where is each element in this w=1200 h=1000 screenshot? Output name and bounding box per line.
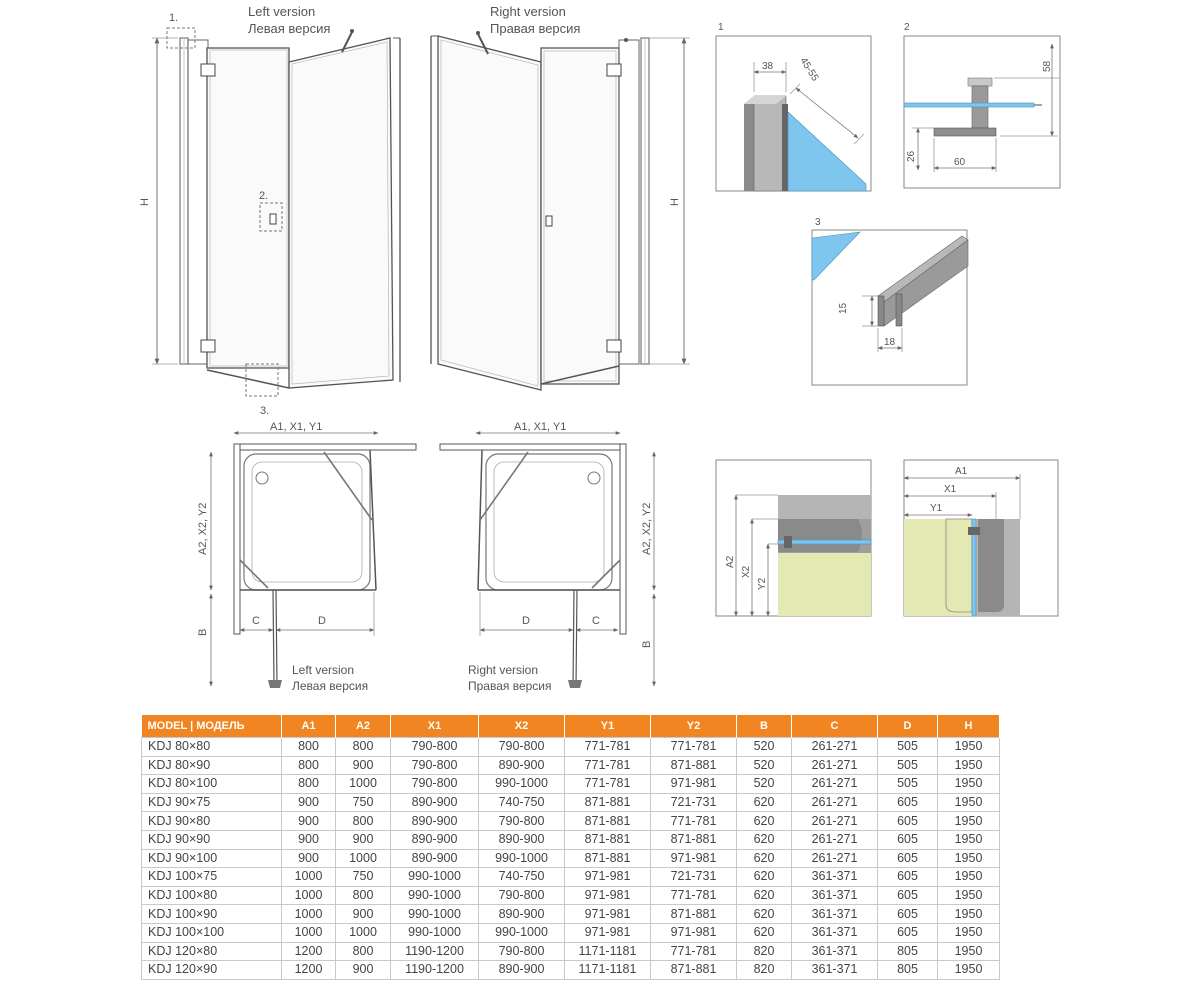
table-cell: 1000 (336, 849, 391, 868)
model-cell: KDJ 90×90 (142, 830, 282, 849)
table-cell: 620 (737, 830, 792, 849)
table-cell: 890-900 (391, 849, 479, 868)
detail-3-dim-b: 18 (884, 337, 896, 348)
table-row (142, 793, 1000, 812)
model-cell: KDJ 100×80 (142, 886, 282, 905)
table-cell: 790-800 (479, 886, 565, 905)
table-cell: 1950 (938, 812, 1000, 831)
table-cell: 871-881 (565, 830, 651, 849)
table-cell: 971-981 (565, 905, 651, 924)
table-cell: 605 (878, 812, 938, 831)
section-b-y1: Y1 (930, 503, 943, 514)
table-cell: 1200 (282, 942, 336, 961)
section-b (904, 460, 1058, 616)
table-cell: 890-900 (479, 756, 565, 775)
table-cell: 890-900 (391, 793, 479, 812)
table-row (142, 868, 1000, 887)
table-cell: 1000 (336, 775, 391, 794)
table-cell: 871-881 (565, 793, 651, 812)
model-cell: KDJ 100×75 (142, 868, 282, 887)
table-row (142, 886, 1000, 905)
right-plan-label-b: B (641, 640, 653, 648)
model-cell: KDJ 120×90 (142, 961, 282, 980)
table-cell: 890-900 (391, 830, 479, 849)
detail-2-dim-a: 58 (1042, 60, 1053, 72)
table-cell: 1200 (282, 961, 336, 980)
table-cell: 971-981 (565, 923, 651, 942)
right-plan-label-d: D (522, 615, 530, 627)
table-cell: 800 (336, 738, 391, 757)
table-header-cell: A2 (336, 715, 391, 738)
spec-table (141, 715, 1000, 980)
left-elevation (139, 4, 400, 417)
table-row (142, 775, 1000, 794)
table-cell: 900 (282, 793, 336, 812)
model-cell: KDJ 100×90 (142, 905, 282, 924)
table-cell: 971-981 (565, 886, 651, 905)
table-cell: 790-800 (479, 942, 565, 961)
model-cell: KDJ 90×75 (142, 793, 282, 812)
table-cell: 790-800 (391, 775, 479, 794)
table-cell: 1950 (938, 793, 1000, 812)
left-plan-version-en: Left version (292, 663, 355, 677)
table-cell: 1950 (938, 905, 1000, 924)
detail-2 (904, 22, 1060, 188)
table-header-cell: X1 (391, 715, 479, 738)
table-cell: 900 (336, 961, 391, 980)
table-header-cell: A1 (282, 715, 336, 738)
table-cell: 620 (737, 793, 792, 812)
table-cell: 520 (737, 756, 792, 775)
table-cell: 900 (282, 830, 336, 849)
marker-1: 1. (169, 12, 179, 24)
table-header-cell: D (878, 715, 938, 738)
marker-3: 3. (260, 405, 270, 417)
table-cell: 971-981 (651, 849, 737, 868)
table-cell: 890-900 (391, 812, 479, 831)
table-cell: 971-981 (651, 923, 737, 942)
detail-1 (716, 22, 871, 191)
detail-1-dim-b: 45-55 (797, 55, 821, 84)
table-cell: 1000 (336, 923, 391, 942)
model-cell: KDJ 80×100 (142, 775, 282, 794)
table-cell: 790-800 (391, 738, 479, 757)
table-cell: 790-800 (479, 812, 565, 831)
table-cell: 520 (737, 738, 792, 757)
table-cell: 261-271 (792, 812, 878, 831)
detail-3-number: 3 (815, 217, 821, 228)
left-version-ru: Левая версия (248, 21, 331, 36)
table-header-cell: H (938, 715, 1000, 738)
table-cell: 1950 (938, 868, 1000, 887)
right-plan-top-dim: A1, X1, Y1 (514, 421, 567, 433)
table-cell: 1950 (938, 961, 1000, 980)
right-plan-label-c: C (592, 615, 600, 627)
table-cell: 361-371 (792, 942, 878, 961)
left-plan-label-d: D (318, 615, 326, 627)
table-row (142, 905, 1000, 924)
table-cell: 800 (282, 756, 336, 775)
table-cell: 261-271 (792, 793, 878, 812)
table-cell: 1950 (938, 849, 1000, 868)
table-cell: 261-271 (792, 738, 878, 757)
left-plan-label-c: C (252, 615, 260, 627)
table-cell: 1950 (938, 942, 1000, 961)
table-cell: 990-1000 (391, 905, 479, 924)
table-cell: 1000 (282, 905, 336, 924)
left-version-en: Left version (248, 4, 316, 19)
table-cell: 990-1000 (391, 868, 479, 887)
table-cell: 971-981 (651, 775, 737, 794)
table-cell: 1171-1181 (565, 961, 651, 980)
table-cell: 361-371 (792, 905, 878, 924)
left-plan-side-dim: A2, X2, Y2 (197, 502, 209, 555)
table-cell: 361-371 (792, 868, 878, 887)
right-version-en: Right version (490, 4, 566, 19)
table-cell: 790-800 (479, 738, 565, 757)
left-plan-version-ru: Левая версия (292, 679, 369, 693)
left-plan-top-dim: A1, X1, Y1 (270, 421, 323, 433)
table-cell: 871-881 (651, 830, 737, 849)
table-cell: 721-731 (651, 793, 737, 812)
table-cell: 1171-1181 (565, 942, 651, 961)
table-cell: 505 (878, 756, 938, 775)
table-row (142, 849, 1000, 868)
section-b-a1: A1 (955, 466, 968, 477)
table-cell: 740-750 (479, 868, 565, 887)
table-cell: 1000 (282, 923, 336, 942)
table-cell: 721-731 (651, 868, 737, 887)
model-cell: KDJ 90×100 (142, 849, 282, 868)
right-elevation (431, 4, 690, 390)
table-cell: 1190-1200 (391, 961, 479, 980)
table-cell: 900 (336, 905, 391, 924)
height-label-right: H (669, 198, 681, 206)
table-cell: 800 (336, 886, 391, 905)
detail-2-number: 2 (904, 22, 910, 33)
table-cell: 740-750 (479, 793, 565, 812)
table-cell: 605 (878, 830, 938, 849)
table-cell: 900 (282, 812, 336, 831)
table-cell: 1950 (938, 923, 1000, 942)
table-cell: 605 (878, 886, 938, 905)
table-header-row (142, 715, 1000, 738)
table-cell: 871-881 (651, 905, 737, 924)
table-row (142, 942, 1000, 961)
table-cell: 990-1000 (391, 923, 479, 942)
table-cell: 805 (878, 961, 938, 980)
right-plan-view (440, 421, 654, 693)
table-cell: 771-781 (565, 738, 651, 757)
table-cell: 771-781 (651, 942, 737, 961)
table-cell: 871-881 (565, 812, 651, 831)
table-cell: 620 (737, 849, 792, 868)
table-cell: 750 (336, 868, 391, 887)
table-cell: 800 (336, 942, 391, 961)
table-cell: 520 (737, 775, 792, 794)
detail-3-dim-a: 15 (838, 302, 849, 314)
table-cell: 1190-1200 (391, 942, 479, 961)
section-a-y2: Y2 (757, 577, 768, 590)
section-a (716, 460, 871, 616)
table-cell: 1000 (282, 868, 336, 887)
right-plan-version-en: Right version (468, 663, 539, 677)
section-b-x1: X1 (944, 484, 957, 495)
table-row (142, 812, 1000, 831)
table-header-cell: Y1 (565, 715, 651, 738)
left-plan-view (197, 421, 416, 693)
table-cell: 620 (737, 812, 792, 831)
table-cell: 605 (878, 923, 938, 942)
table-cell: 890-900 (479, 905, 565, 924)
table-cell: 890-900 (479, 830, 565, 849)
model-cell: KDJ 80×90 (142, 756, 282, 775)
table-cell: 261-271 (792, 849, 878, 868)
table-cell: 361-371 (792, 961, 878, 980)
table-cell: 900 (282, 849, 336, 868)
table-cell: 1000 (282, 886, 336, 905)
table-row (142, 738, 1000, 757)
table-cell: 620 (737, 905, 792, 924)
left-plan-label-b: B (197, 628, 209, 636)
marker-2: 2. (259, 190, 269, 202)
table-cell: 1950 (938, 830, 1000, 849)
table-cell: 820 (737, 961, 792, 980)
right-version-ru: Правая версия (490, 21, 581, 36)
model-cell: KDJ 100×100 (142, 923, 282, 942)
table-header-cell: MODEL | МОДЕЛЬ (142, 715, 282, 738)
model-cell: KDJ 80×80 (142, 738, 282, 757)
table-cell: 900 (336, 830, 391, 849)
table-cell: 261-271 (792, 775, 878, 794)
table-cell: 805 (878, 942, 938, 961)
table-cell: 505 (878, 738, 938, 757)
table-cell: 771-781 (651, 738, 737, 757)
table-cell: 871-881 (651, 756, 737, 775)
table-header-cell: X2 (479, 715, 565, 738)
table-cell: 1950 (938, 886, 1000, 905)
table-cell: 505 (878, 775, 938, 794)
table-row (142, 961, 1000, 980)
table-cell: 871-881 (651, 961, 737, 980)
table-cell: 605 (878, 868, 938, 887)
table-cell: 361-371 (792, 923, 878, 942)
table-cell: 820 (737, 942, 792, 961)
table-cell: 990-1000 (479, 775, 565, 794)
detail-2-dim-c: 60 (954, 157, 966, 168)
table-cell: 771-781 (651, 886, 737, 905)
right-plan-version-ru: Правая версия (468, 679, 552, 693)
table-row (142, 756, 1000, 775)
table-cell: 900 (336, 756, 391, 775)
right-plan-side-dim: A2, X2, Y2 (641, 502, 653, 555)
table-cell: 971-981 (565, 868, 651, 887)
table-cell: 605 (878, 905, 938, 924)
table-cell: 990-1000 (479, 849, 565, 868)
table-cell: 771-781 (565, 756, 651, 775)
table-cell: 871-881 (565, 849, 651, 868)
section-a-a2: A2 (725, 555, 736, 568)
table-cell: 800 (282, 775, 336, 794)
table-cell: 990-1000 (479, 923, 565, 942)
detail-3 (812, 217, 968, 385)
model-cell: KDJ 120×80 (142, 942, 282, 961)
detail-1-number: 1 (718, 22, 724, 33)
table-header-cell: Y2 (651, 715, 737, 738)
detail-1-dim-a: 38 (762, 61, 774, 72)
table-cell: 771-781 (565, 775, 651, 794)
table-cell: 1950 (938, 756, 1000, 775)
table-cell: 800 (282, 738, 336, 757)
table-cell: 1950 (938, 738, 1000, 757)
table-cell: 990-1000 (391, 886, 479, 905)
table-cell: 790-800 (391, 756, 479, 775)
table-cell: 1950 (938, 775, 1000, 794)
table-header-cell: C (792, 715, 878, 738)
detail-2-dim-b: 26 (906, 150, 917, 162)
table-cell: 750 (336, 793, 391, 812)
table-cell: 605 (878, 849, 938, 868)
section-a-x2: X2 (741, 565, 752, 578)
table-cell: 261-271 (792, 756, 878, 775)
table-row (142, 830, 1000, 849)
table-cell: 620 (737, 868, 792, 887)
table-cell: 890-900 (479, 961, 565, 980)
table-cell: 800 (336, 812, 391, 831)
table-cell: 361-371 (792, 886, 878, 905)
table-cell: 620 (737, 923, 792, 942)
height-label-left: H (139, 198, 151, 206)
table-cell: 605 (878, 793, 938, 812)
table-cell: 620 (737, 886, 792, 905)
table-cell: 261-271 (792, 830, 878, 849)
table-cell: 771-781 (651, 812, 737, 831)
model-cell: KDJ 90×80 (142, 812, 282, 831)
table-row (142, 923, 1000, 942)
table-header-cell: B (737, 715, 792, 738)
